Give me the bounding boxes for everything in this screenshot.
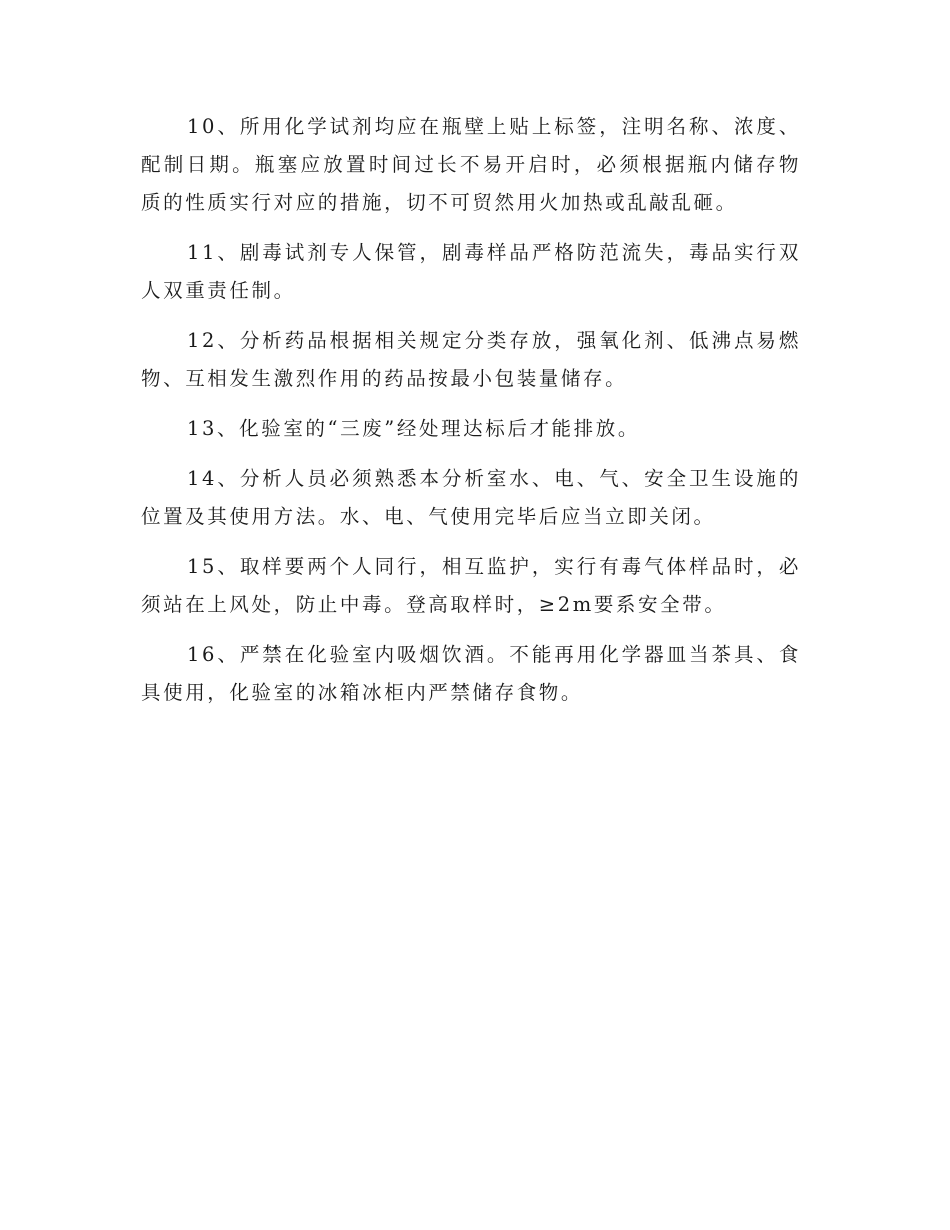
rule-paragraph-10: 10、所用化学试剂均应在瓶壁上贴上标签，注明名称、浓度、配制日期。瓶塞应放置时间过长不易开启时，必须根据瓶内储存物质的性质实行对应的措施，切不可贸然用火加热或乱敲乱砸。 [141,115,801,214]
rule-paragraph-14: 14、分析人员必须熟悉本分析室水、电、气、安全卫生设施的位置及其使用方法。水、电、气使用完毕后应当立即关闭。 [141,467,801,528]
rule-paragraph-13: 13、化验室的“三废”经处理达标后才能排放。 [187,417,640,440]
document-body [141,108,801,724]
rule-paragraph-11: 11、剧毒试剂专人保管，剧毒样品严格防范流失，毒品实行双人双重责任制。 [141,241,801,302]
rule-paragraph-12: 12、分析药品根据相关规定分类存放，强氧化剂、低沸点易燃物、互相发生激烈作用的药品按最小包装量储存。 [141,329,801,390]
rule-paragraph-16: 16、严禁在化验室内吸烟饮酒。不能再用化学器皿当茶具、食具使用，化验室的冰箱冰柜内严禁储存食物。 [141,643,801,704]
rule-paragraph-15: 15、取样要两个人同行，相互监护，实行有毒气体样品时，必须站在上风处，防止中毒。登高取样时，≥2m要系安全带。 [141,555,801,616]
